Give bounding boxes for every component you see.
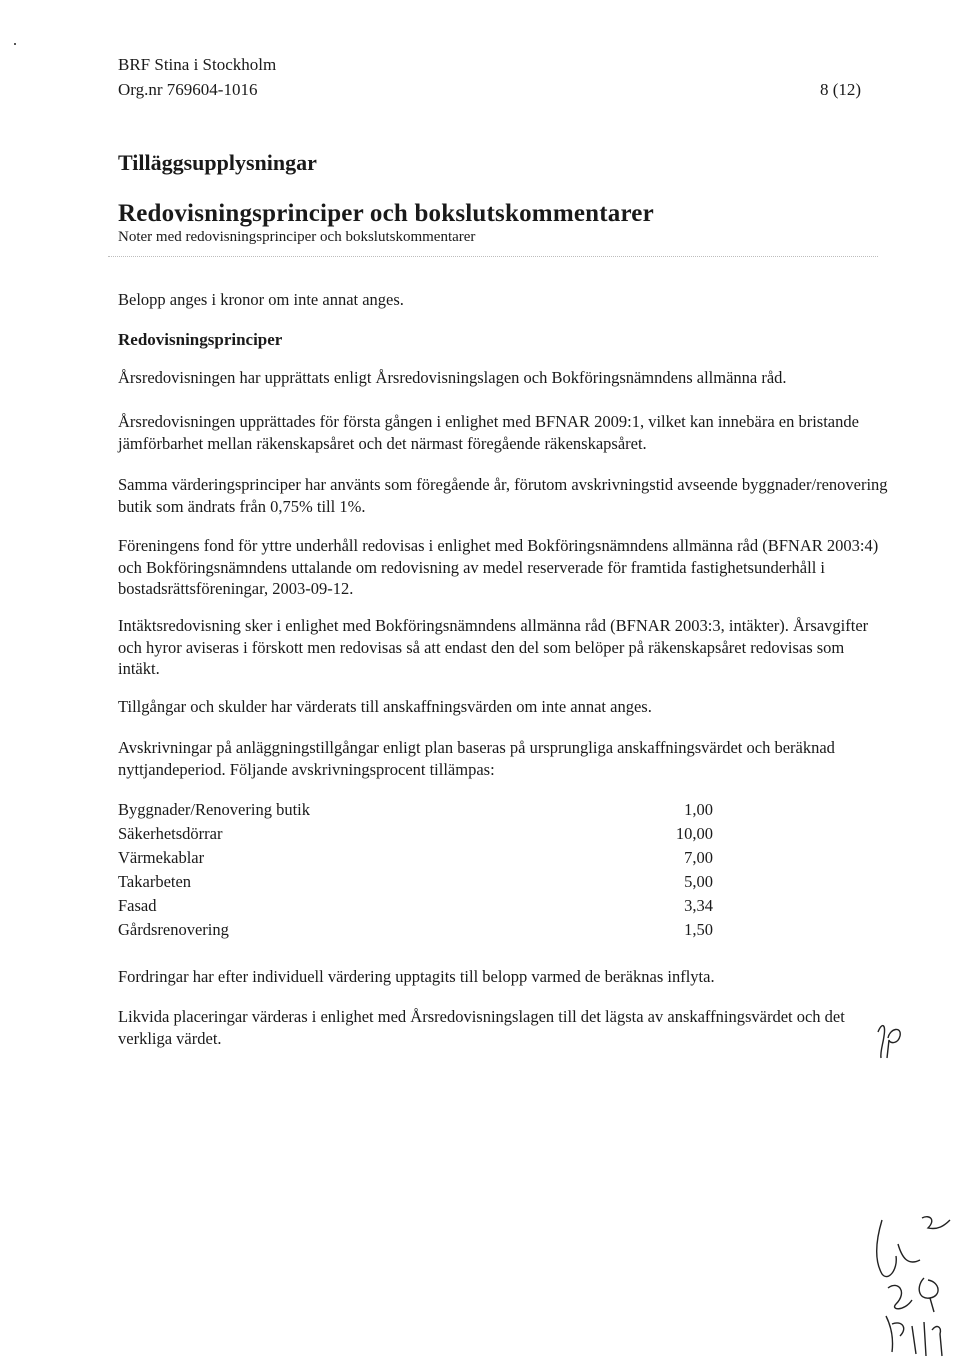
table-row xyxy=(118,846,713,870)
paragraph-receivables: Fordringar har efter individuell värdering upptagits till belopp varmed de beräknas inflyta. xyxy=(118,967,715,986)
paragraph-3: Samma värderingsprinciper har använts som föregående år, förutom avskrivningstid avseende byggnader/renovering butik som ändrats från 0,75% till 1%. xyxy=(118,475,888,516)
paragraph-liquid-investments: Likvida placeringar värderas i enlighet med Årsredovisningslagen till det lägsta av anskaffningsvärdet och det verkliga värdet. xyxy=(118,1007,845,1048)
rate-name: Takarbeten xyxy=(118,872,192,891)
rate-value: 10,00 xyxy=(675,824,713,843)
page-number: 8 (12) xyxy=(820,80,862,99)
handwritten-signatures xyxy=(868,1200,958,1358)
rate-name: Gårdsrenovering xyxy=(118,920,229,939)
rate-name: Fasad xyxy=(118,896,157,915)
org-name: BRF Stina i Stockholm xyxy=(118,55,277,74)
initials-signature xyxy=(872,1018,912,1062)
paragraph-4: Föreningens fond för yttre underhåll redovisas i enlighet med Bokföringsnämndens allmänna råd (BFNAR 2003:4) och Bokföringsnämndens uttalande om redovisning av medel reserverade för framtida fastighetsunderhåll i bostadsrättsföreningar, 2003-09-12. xyxy=(118,536,879,598)
divider xyxy=(108,256,878,257)
paragraph-7: Avskrivningar på anläggningstillgångar enligt plan baseras på ursprungliga anskaffningsvärdet och beräknad nyttjandeperiod. Följande avskrivningsprocent tillämpas: xyxy=(118,738,835,779)
paragraph-2: Årsredovisningen upprättades för första gången i enlighet med BFNAR 2009:1, vilket kan innebära en bristande jämförbarhet mellan räkenskapsåret och det närmast föregående räkenskapsåret. xyxy=(118,412,859,453)
paragraph-5: Intäktsredovisning sker i enlighet med Bokföringsnämndens allmänna råd (BFNAR 2003:3, intäkter). Årsavgifter och hyror aviseras i förskott men redovisas så att endast den del som belöper på räkenskapsåret redovisas som intäkt. xyxy=(118,616,869,678)
page-title: Tilläggsupplysningar xyxy=(118,150,317,175)
scan-speck xyxy=(14,43,16,45)
table-row xyxy=(118,870,713,894)
rate-name: Värmekablar xyxy=(118,848,205,867)
rate-value: 3,34 xyxy=(684,896,713,915)
paragraph-6: Tillgångar och skulder har värderats till anskaffningsvärden om inte annat anges. xyxy=(118,697,652,716)
table-row xyxy=(118,822,713,846)
table-row xyxy=(118,798,713,822)
org-number: Org.nr 769604-1016 xyxy=(118,80,258,99)
rate-value: 7,00 xyxy=(684,848,713,867)
rate-value: 5,00 xyxy=(684,872,713,891)
section-title: Redovisningsprinciper och bokslutskommentarer xyxy=(118,200,654,227)
principles-heading: Redovisningsprinciper xyxy=(118,330,283,349)
amounts-note: Belopp anges i kronor om inte annat anges. xyxy=(118,290,404,309)
table-row xyxy=(118,894,713,918)
rate-value: 1,50 xyxy=(684,920,713,939)
rate-name: Säkerhetsdörrar xyxy=(118,824,223,843)
rate-value: 1,00 xyxy=(684,800,713,819)
table-row xyxy=(118,918,713,942)
section-subtitle: Noter med redovisningsprinciper och bokslutskommentarer xyxy=(118,229,476,245)
rate-name: Byggnader/Renovering butik xyxy=(118,800,311,819)
paragraph-1: Årsredovisningen har upprättats enligt Årsredovisningslagen och Bokföringsnämndens allmänna råd. xyxy=(118,368,787,387)
